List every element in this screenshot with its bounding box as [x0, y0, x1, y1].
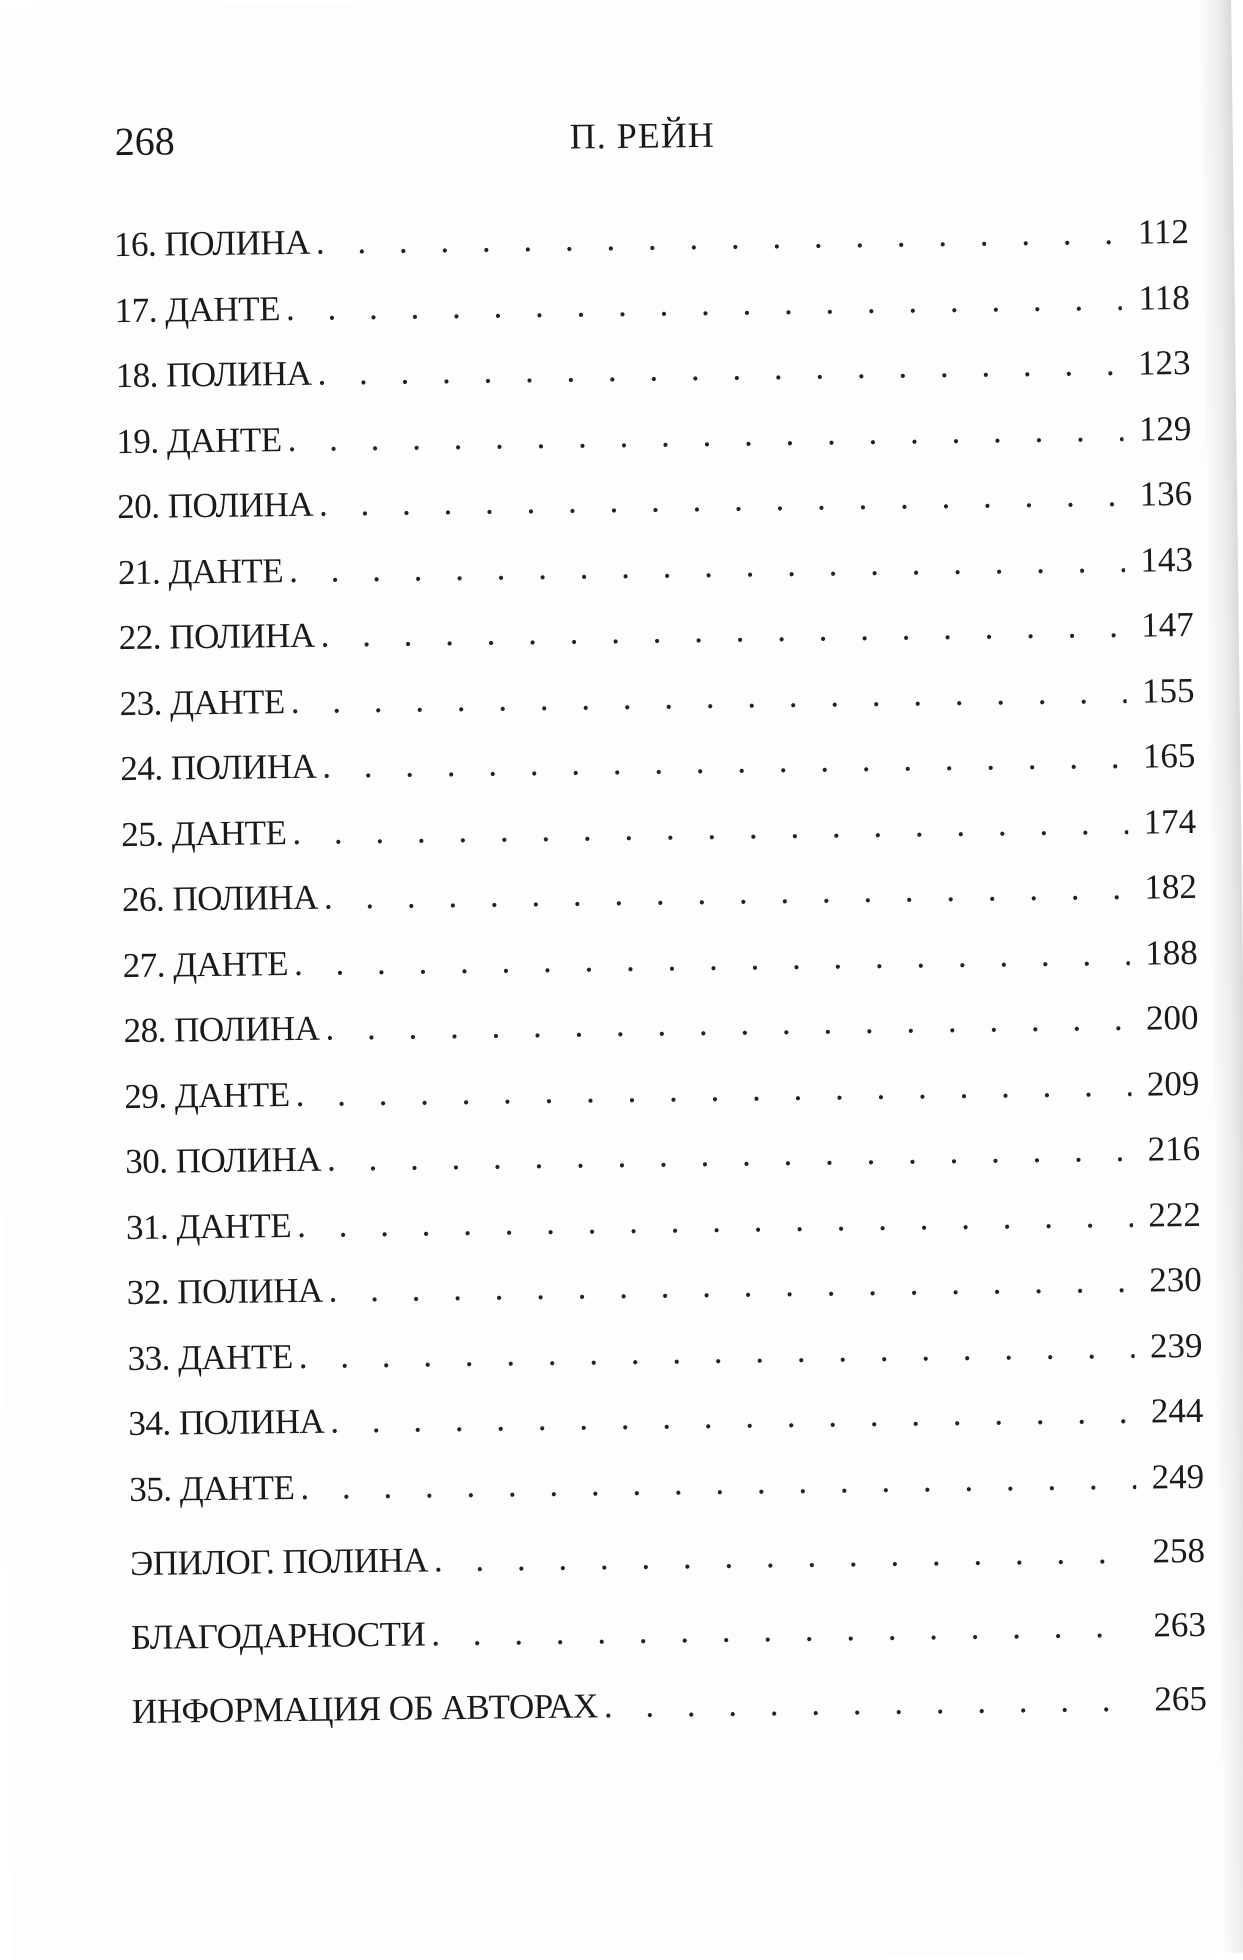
dot-leader	[319, 471, 1125, 529]
toc-entry-page: 112	[1137, 211, 1190, 252]
dot-leader	[434, 1527, 1138, 1584]
toc-entry-page: 230	[1148, 1259, 1202, 1300]
toc-entry-title: 22. ПОЛИНА	[118, 615, 315, 658]
running-head: П. РЕЙН	[569, 114, 715, 157]
dot-leader	[604, 1675, 1140, 1730]
toc-entry	[131, 1600, 1207, 1687]
toc-entry	[132, 1674, 1208, 1753]
toc-entry-title: 18. ПОЛИНА	[115, 353, 312, 396]
toc-entry-title: 27. ДАНТЕ	[122, 943, 289, 985]
toc-entry-page: 222	[1148, 1194, 1202, 1235]
dot-leader	[325, 995, 1131, 1053]
toc-entry-page: 174	[1143, 801, 1197, 842]
toc-entry-title: 30. ПОЛИНА	[124, 1139, 322, 1182]
dot-leader	[317, 340, 1123, 398]
toc-entry-page: 165	[1142, 735, 1196, 776]
page-edge-shadow	[1201, 0, 1243, 1953]
dot-leader	[431, 1601, 1138, 1658]
toc-entry-title: 32. ПОЛИНА	[126, 1270, 323, 1313]
dot-leader	[322, 733, 1128, 791]
toc-entry-page: 182	[1144, 866, 1198, 907]
toc-entry-page: 155	[1141, 670, 1195, 711]
dot-leader	[327, 1126, 1133, 1184]
toc-entry-title: 17. ДАНТЕ	[114, 288, 281, 330]
dot-leader	[294, 929, 1130, 987]
toc-entry-page: 216	[1147, 1128, 1201, 1169]
toc-entry	[130, 1526, 1206, 1613]
dot-leader	[297, 1191, 1133, 1249]
toc-entry-page: 244	[1150, 1390, 1204, 1431]
toc-entry-page: 263	[1153, 1604, 1207, 1645]
dot-leader	[290, 667, 1126, 725]
dot-leader	[286, 274, 1122, 332]
dot-leader	[298, 1322, 1134, 1380]
toc-entry-page: 136	[1139, 473, 1193, 514]
dot-leader	[300, 1453, 1136, 1511]
toc-entry-title: 21. ДАНТЕ	[117, 550, 284, 592]
toc-entry-title: 20. ПОЛИНА	[116, 484, 314, 527]
toc-entry-page: 239	[1149, 1325, 1203, 1366]
toc-entry-page: 118	[1138, 277, 1190, 318]
toc-entry-page: 123	[1137, 342, 1191, 383]
page-number: 268	[114, 118, 175, 165]
dot-leader	[289, 536, 1125, 594]
toc-entry-page: 249	[1151, 1456, 1205, 1497]
toc-entry-title: 19. ДАНТЕ	[116, 419, 282, 461]
toc-entry-page: 265	[1154, 1678, 1208, 1719]
toc-entry-title: 24. ПОЛИНА	[120, 746, 317, 789]
dot-leader	[287, 405, 1123, 463]
table-of-contents	[114, 208, 1208, 1753]
toc-entry-title: 35. ДАНТЕ	[128, 1467, 295, 1509]
toc-entry-title: 16. ПОЛИНА	[113, 222, 311, 265]
toc-entry-title: 34. ПОЛИНА	[128, 1401, 325, 1444]
toc-entry-page: 143	[1140, 539, 1194, 580]
toc-entry-page: 188	[1144, 932, 1198, 973]
dot-leader	[324, 864, 1130, 922]
toc-entry-title: 28. ПОЛИНА	[123, 1008, 320, 1051]
toc-entry-title: БЛАГОДАРНОСТИ	[130, 1613, 426, 1657]
toc-entry-title: 29. ДАНТЕ	[124, 1074, 290, 1116]
dot-leader	[320, 602, 1126, 660]
dot-leader	[295, 1060, 1131, 1118]
toc-entry-page: 209	[1146, 1063, 1200, 1104]
toc-entry-title: ЭПИЛОГ. ПОЛИНА	[129, 1539, 429, 1583]
toc-entry-title: 26. ПОЛИНА	[121, 877, 319, 920]
toc-entry-title: 33. ДАНТЕ	[127, 1336, 293, 1378]
toc-entry-page: 129	[1138, 408, 1192, 449]
dot-leader	[330, 1388, 1136, 1446]
toc-entry-page: 258	[1152, 1530, 1206, 1571]
toc-entry-title: 23. ДАНТЕ	[119, 681, 285, 723]
dot-leader	[328, 1257, 1134, 1315]
toc-entry-page: 147	[1140, 604, 1194, 645]
toc-entry-title: 25. ДАНТЕ	[120, 812, 287, 854]
toc-entry-title: ИНФОРМАЦИЯ ОБ АВТОРАХ	[131, 1685, 599, 1731]
toc-entry-page: 200	[1145, 997, 1199, 1038]
toc-entry	[129, 1452, 1205, 1539]
dot-leader	[292, 798, 1128, 856]
toc-entry-title: 31. ДАНТЕ	[125, 1205, 292, 1247]
dot-leader	[316, 209, 1122, 267]
